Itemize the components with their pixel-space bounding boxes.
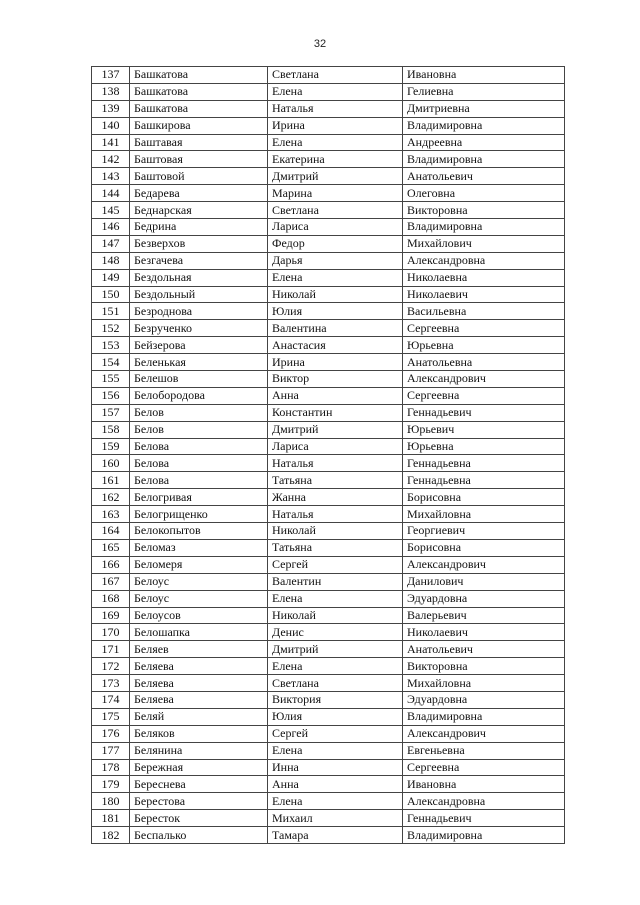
table-row bbox=[92, 269, 565, 286]
first-name-cell: Дмитрий bbox=[268, 168, 403, 185]
first-name-cell: Наталья bbox=[268, 506, 403, 523]
last-name-cell: Белова bbox=[130, 472, 268, 489]
last-name-cell: Белокопытов bbox=[130, 523, 268, 540]
patronymic-cell: Васильевна bbox=[403, 303, 565, 320]
patronymic-cell: Юрьевна bbox=[403, 438, 565, 455]
first-name-cell: Николай bbox=[268, 523, 403, 540]
last-name-cell: Беспалько bbox=[130, 827, 268, 844]
row-number-cell: 159 bbox=[92, 438, 130, 455]
patronymic-cell: Михайловна bbox=[403, 675, 565, 692]
first-name-cell: Сергей bbox=[268, 725, 403, 742]
table-row bbox=[92, 827, 565, 844]
row-number-cell: 155 bbox=[92, 371, 130, 388]
row-number-cell: 162 bbox=[92, 489, 130, 506]
patronymic-cell: Гелиевна bbox=[403, 83, 565, 100]
last-name-cell: Баштовой bbox=[130, 168, 268, 185]
last-name-cell: Беднарская bbox=[130, 202, 268, 219]
first-name-cell: Лариса bbox=[268, 438, 403, 455]
last-name-cell: Беляй bbox=[130, 708, 268, 725]
table-row bbox=[92, 455, 565, 472]
patronymic-cell: Борисовна bbox=[403, 539, 565, 556]
row-number-cell: 148 bbox=[92, 252, 130, 269]
first-name-cell: Виктория bbox=[268, 691, 403, 708]
last-name-cell: Белянина bbox=[130, 742, 268, 759]
first-name-cell: Тамара bbox=[268, 827, 403, 844]
table-row bbox=[92, 117, 565, 134]
patronymic-cell: Данилович bbox=[403, 573, 565, 590]
first-name-cell: Константин bbox=[268, 404, 403, 421]
last-name-cell: Беляков bbox=[130, 725, 268, 742]
first-name-cell: Сергей bbox=[268, 556, 403, 573]
table-row bbox=[92, 725, 565, 742]
first-name-cell: Михаил bbox=[268, 810, 403, 827]
table-row bbox=[92, 573, 565, 590]
row-number-cell: 174 bbox=[92, 691, 130, 708]
patronymic-cell: Викторовна bbox=[403, 658, 565, 675]
last-name-cell: Бездольная bbox=[130, 269, 268, 286]
patronymic-cell: Анатольевич bbox=[403, 168, 565, 185]
patronymic-cell: Сергеевна bbox=[403, 320, 565, 337]
row-number-cell: 144 bbox=[92, 185, 130, 202]
last-name-cell: Беляева bbox=[130, 658, 268, 675]
table-row bbox=[92, 539, 565, 556]
row-number-cell: 146 bbox=[92, 219, 130, 236]
table-row bbox=[92, 202, 565, 219]
patronymic-cell: Андреевна bbox=[403, 134, 565, 151]
table-row bbox=[92, 303, 565, 320]
patronymic-cell: Владимировна bbox=[403, 827, 565, 844]
patronymic-cell: Владимировна bbox=[403, 117, 565, 134]
first-name-cell: Николай bbox=[268, 607, 403, 624]
table-row bbox=[92, 252, 565, 269]
last-name-cell: Башкатова bbox=[130, 83, 268, 100]
row-number-cell: 171 bbox=[92, 641, 130, 658]
table-row bbox=[92, 354, 565, 371]
table-row bbox=[92, 151, 565, 168]
row-number-cell: 156 bbox=[92, 387, 130, 404]
row-number-cell: 141 bbox=[92, 134, 130, 151]
last-name-cell: Бедрина bbox=[130, 219, 268, 236]
table-row bbox=[92, 134, 565, 151]
last-name-cell: Бересток bbox=[130, 810, 268, 827]
patronymic-cell: Олеговна bbox=[403, 185, 565, 202]
first-name-cell: Анна bbox=[268, 776, 403, 793]
patronymic-cell: Николаевна bbox=[403, 269, 565, 286]
patronymic-cell: Александровна bbox=[403, 252, 565, 269]
first-name-cell: Елена bbox=[268, 269, 403, 286]
row-number-cell: 166 bbox=[92, 556, 130, 573]
table-row bbox=[92, 185, 565, 202]
last-name-cell: Беляева bbox=[130, 691, 268, 708]
row-number-cell: 154 bbox=[92, 354, 130, 371]
patronymic-cell: Валерьевич bbox=[403, 607, 565, 624]
patronymic-cell: Александровна bbox=[403, 793, 565, 810]
patronymic-cell: Викторовна bbox=[403, 202, 565, 219]
table-row bbox=[92, 404, 565, 421]
first-name-cell: Наталья bbox=[268, 100, 403, 117]
table-row bbox=[92, 83, 565, 100]
table-row bbox=[92, 67, 565, 84]
last-name-cell: Берестова bbox=[130, 793, 268, 810]
patronymic-cell: Юрьевич bbox=[403, 421, 565, 438]
table-row bbox=[92, 624, 565, 641]
row-number-cell: 152 bbox=[92, 320, 130, 337]
table-row bbox=[92, 641, 565, 658]
table-row bbox=[92, 607, 565, 624]
first-name-cell: Светлана bbox=[268, 675, 403, 692]
table-row bbox=[92, 759, 565, 776]
table-row bbox=[92, 371, 565, 388]
patronymic-cell: Николаевич bbox=[403, 286, 565, 303]
first-name-cell: Федор bbox=[268, 235, 403, 252]
patronymic-cell: Дмитриевна bbox=[403, 100, 565, 117]
last-name-cell: Белогривая bbox=[130, 489, 268, 506]
first-name-cell: Лариса bbox=[268, 219, 403, 236]
last-name-cell: Бейзерова bbox=[130, 337, 268, 354]
table-row bbox=[92, 590, 565, 607]
row-number-cell: 137 bbox=[92, 67, 130, 84]
patronymic-cell: Николаевич bbox=[403, 624, 565, 641]
table-row bbox=[92, 100, 565, 117]
last-name-cell: Белов bbox=[130, 421, 268, 438]
patronymic-cell: Эдуардовна bbox=[403, 691, 565, 708]
patronymic-cell: Ивановна bbox=[403, 776, 565, 793]
patronymic-cell: Сергеевна bbox=[403, 759, 565, 776]
patronymic-cell: Геннадьевна bbox=[403, 455, 565, 472]
last-name-cell: Белов bbox=[130, 404, 268, 421]
last-name-cell: Белова bbox=[130, 455, 268, 472]
row-number-cell: 165 bbox=[92, 539, 130, 556]
last-name-cell: Безверхов bbox=[130, 235, 268, 252]
row-number-cell: 167 bbox=[92, 573, 130, 590]
table-row bbox=[92, 421, 565, 438]
row-number-cell: 172 bbox=[92, 658, 130, 675]
first-name-cell: Инна bbox=[268, 759, 403, 776]
first-name-cell: Светлана bbox=[268, 67, 403, 84]
patronymic-cell: Михайловна bbox=[403, 506, 565, 523]
table-row bbox=[92, 691, 565, 708]
patronymic-cell: Георгиевич bbox=[403, 523, 565, 540]
row-number-cell: 139 bbox=[92, 100, 130, 117]
first-name-cell: Валентин bbox=[268, 573, 403, 590]
last-name-cell: Безрученко bbox=[130, 320, 268, 337]
first-name-cell: Юлия bbox=[268, 303, 403, 320]
table-row bbox=[92, 219, 565, 236]
last-name-cell: Белешов bbox=[130, 371, 268, 388]
last-name-cell: Баштовая bbox=[130, 151, 268, 168]
row-number-cell: 164 bbox=[92, 523, 130, 540]
patronymic-cell: Эдуардовна bbox=[403, 590, 565, 607]
table-row bbox=[92, 286, 565, 303]
last-name-cell: Башкирова bbox=[130, 117, 268, 134]
table-row bbox=[92, 168, 565, 185]
row-number-cell: 138 bbox=[92, 83, 130, 100]
patronymic-cell: Юрьевна bbox=[403, 337, 565, 354]
first-name-cell: Елена bbox=[268, 590, 403, 607]
row-number-cell: 150 bbox=[92, 286, 130, 303]
patronymic-cell: Анатольевна bbox=[403, 354, 565, 371]
row-number-cell: 176 bbox=[92, 725, 130, 742]
first-name-cell: Денис bbox=[268, 624, 403, 641]
last-name-cell: Бережная bbox=[130, 759, 268, 776]
first-name-cell: Дмитрий bbox=[268, 421, 403, 438]
first-name-cell: Анастасия bbox=[268, 337, 403, 354]
last-name-cell: Башкатова bbox=[130, 100, 268, 117]
row-number-cell: 145 bbox=[92, 202, 130, 219]
first-name-cell: Анна bbox=[268, 387, 403, 404]
row-number-cell: 179 bbox=[92, 776, 130, 793]
first-name-cell: Юлия bbox=[268, 708, 403, 725]
row-number-cell: 168 bbox=[92, 590, 130, 607]
row-number-cell: 175 bbox=[92, 708, 130, 725]
table-row bbox=[92, 523, 565, 540]
table-row bbox=[92, 387, 565, 404]
table-row bbox=[92, 810, 565, 827]
row-number-cell: 177 bbox=[92, 742, 130, 759]
roster-table bbox=[91, 66, 565, 844]
row-number-cell: 160 bbox=[92, 455, 130, 472]
patronymic-cell: Борисовна bbox=[403, 489, 565, 506]
patronymic-cell: Александрович bbox=[403, 725, 565, 742]
row-number-cell: 149 bbox=[92, 269, 130, 286]
last-name-cell: Беляев bbox=[130, 641, 268, 658]
first-name-cell: Татьяна bbox=[268, 539, 403, 556]
first-name-cell: Елена bbox=[268, 658, 403, 675]
first-name-cell: Наталья bbox=[268, 455, 403, 472]
first-name-cell: Екатерина bbox=[268, 151, 403, 168]
first-name-cell: Марина bbox=[268, 185, 403, 202]
patronymic-cell: Геннадьевна bbox=[403, 472, 565, 489]
row-number-cell: 163 bbox=[92, 506, 130, 523]
last-name-cell: Баштавая bbox=[130, 134, 268, 151]
patronymic-cell: Сергеевна bbox=[403, 387, 565, 404]
patronymic-cell: Евгеньевна bbox=[403, 742, 565, 759]
table-row bbox=[92, 472, 565, 489]
row-number-cell: 147 bbox=[92, 235, 130, 252]
row-number-cell: 170 bbox=[92, 624, 130, 641]
last-name-cell: Белоус bbox=[130, 573, 268, 590]
row-number-cell: 180 bbox=[92, 793, 130, 810]
first-name-cell: Елена bbox=[268, 83, 403, 100]
last-name-cell: Бездольный bbox=[130, 286, 268, 303]
row-number-cell: 181 bbox=[92, 810, 130, 827]
roster-body bbox=[92, 67, 565, 844]
patronymic-cell: Ивановна bbox=[403, 67, 565, 84]
row-number-cell: 142 bbox=[92, 151, 130, 168]
patronymic-cell: Геннадьевич bbox=[403, 810, 565, 827]
first-name-cell: Ирина bbox=[268, 117, 403, 134]
table-row bbox=[92, 337, 565, 354]
last-name-cell: Башкатова bbox=[130, 67, 268, 84]
table-row bbox=[92, 506, 565, 523]
first-name-cell: Ирина bbox=[268, 354, 403, 371]
first-name-cell: Валентина bbox=[268, 320, 403, 337]
patronymic-cell: Владимировна bbox=[403, 151, 565, 168]
last-name-cell: Береснева bbox=[130, 776, 268, 793]
row-number-cell: 161 bbox=[92, 472, 130, 489]
last-name-cell: Белова bbox=[130, 438, 268, 455]
row-number-cell: 151 bbox=[92, 303, 130, 320]
table-row bbox=[92, 776, 565, 793]
first-name-cell: Жанна bbox=[268, 489, 403, 506]
patronymic-cell: Александрович bbox=[403, 556, 565, 573]
table-row bbox=[92, 489, 565, 506]
last-name-cell: Белошапка bbox=[130, 624, 268, 641]
row-number-cell: 178 bbox=[92, 759, 130, 776]
last-name-cell: Безроднова bbox=[130, 303, 268, 320]
last-name-cell: Беломаз bbox=[130, 539, 268, 556]
last-name-cell: Беломеря bbox=[130, 556, 268, 573]
first-name-cell: Дмитрий bbox=[268, 641, 403, 658]
patronymic-cell: Анатольевич bbox=[403, 641, 565, 658]
first-name-cell: Елена bbox=[268, 793, 403, 810]
last-name-cell: Белоус bbox=[130, 590, 268, 607]
table-row bbox=[92, 235, 565, 252]
patronymic-cell: Александрович bbox=[403, 371, 565, 388]
last-name-cell: Безгачева bbox=[130, 252, 268, 269]
first-name-cell: Елена bbox=[268, 134, 403, 151]
row-number-cell: 140 bbox=[92, 117, 130, 134]
table-row bbox=[92, 438, 565, 455]
table-row bbox=[92, 658, 565, 675]
first-name-cell: Виктор bbox=[268, 371, 403, 388]
page-number: 32 bbox=[313, 38, 327, 50]
last-name-cell: Бедарева bbox=[130, 185, 268, 202]
last-name-cell: Беленькая bbox=[130, 354, 268, 371]
table-row bbox=[92, 556, 565, 573]
table-row bbox=[92, 793, 565, 810]
row-number-cell: 143 bbox=[92, 168, 130, 185]
row-number-cell: 173 bbox=[92, 675, 130, 692]
row-number-cell: 169 bbox=[92, 607, 130, 624]
table-row bbox=[92, 708, 565, 725]
patronymic-cell: Владимировна bbox=[403, 219, 565, 236]
row-number-cell: 182 bbox=[92, 827, 130, 844]
row-number-cell: 158 bbox=[92, 421, 130, 438]
table-row bbox=[92, 675, 565, 692]
last-name-cell: Белогрищенко bbox=[130, 506, 268, 523]
last-name-cell: Белоусов bbox=[130, 607, 268, 624]
first-name-cell: Елена bbox=[268, 742, 403, 759]
first-name-cell: Татьяна bbox=[268, 472, 403, 489]
last-name-cell: Белобородова bbox=[130, 387, 268, 404]
first-name-cell: Дарья bbox=[268, 252, 403, 269]
last-name-cell: Беляева bbox=[130, 675, 268, 692]
first-name-cell: Николай bbox=[268, 286, 403, 303]
patronymic-cell: Владимировна bbox=[403, 708, 565, 725]
table-row bbox=[92, 742, 565, 759]
row-number-cell: 157 bbox=[92, 404, 130, 421]
patronymic-cell: Геннадьевич bbox=[403, 404, 565, 421]
first-name-cell: Светлана bbox=[268, 202, 403, 219]
patronymic-cell: Михайлович bbox=[403, 235, 565, 252]
table-row bbox=[92, 320, 565, 337]
row-number-cell: 153 bbox=[92, 337, 130, 354]
